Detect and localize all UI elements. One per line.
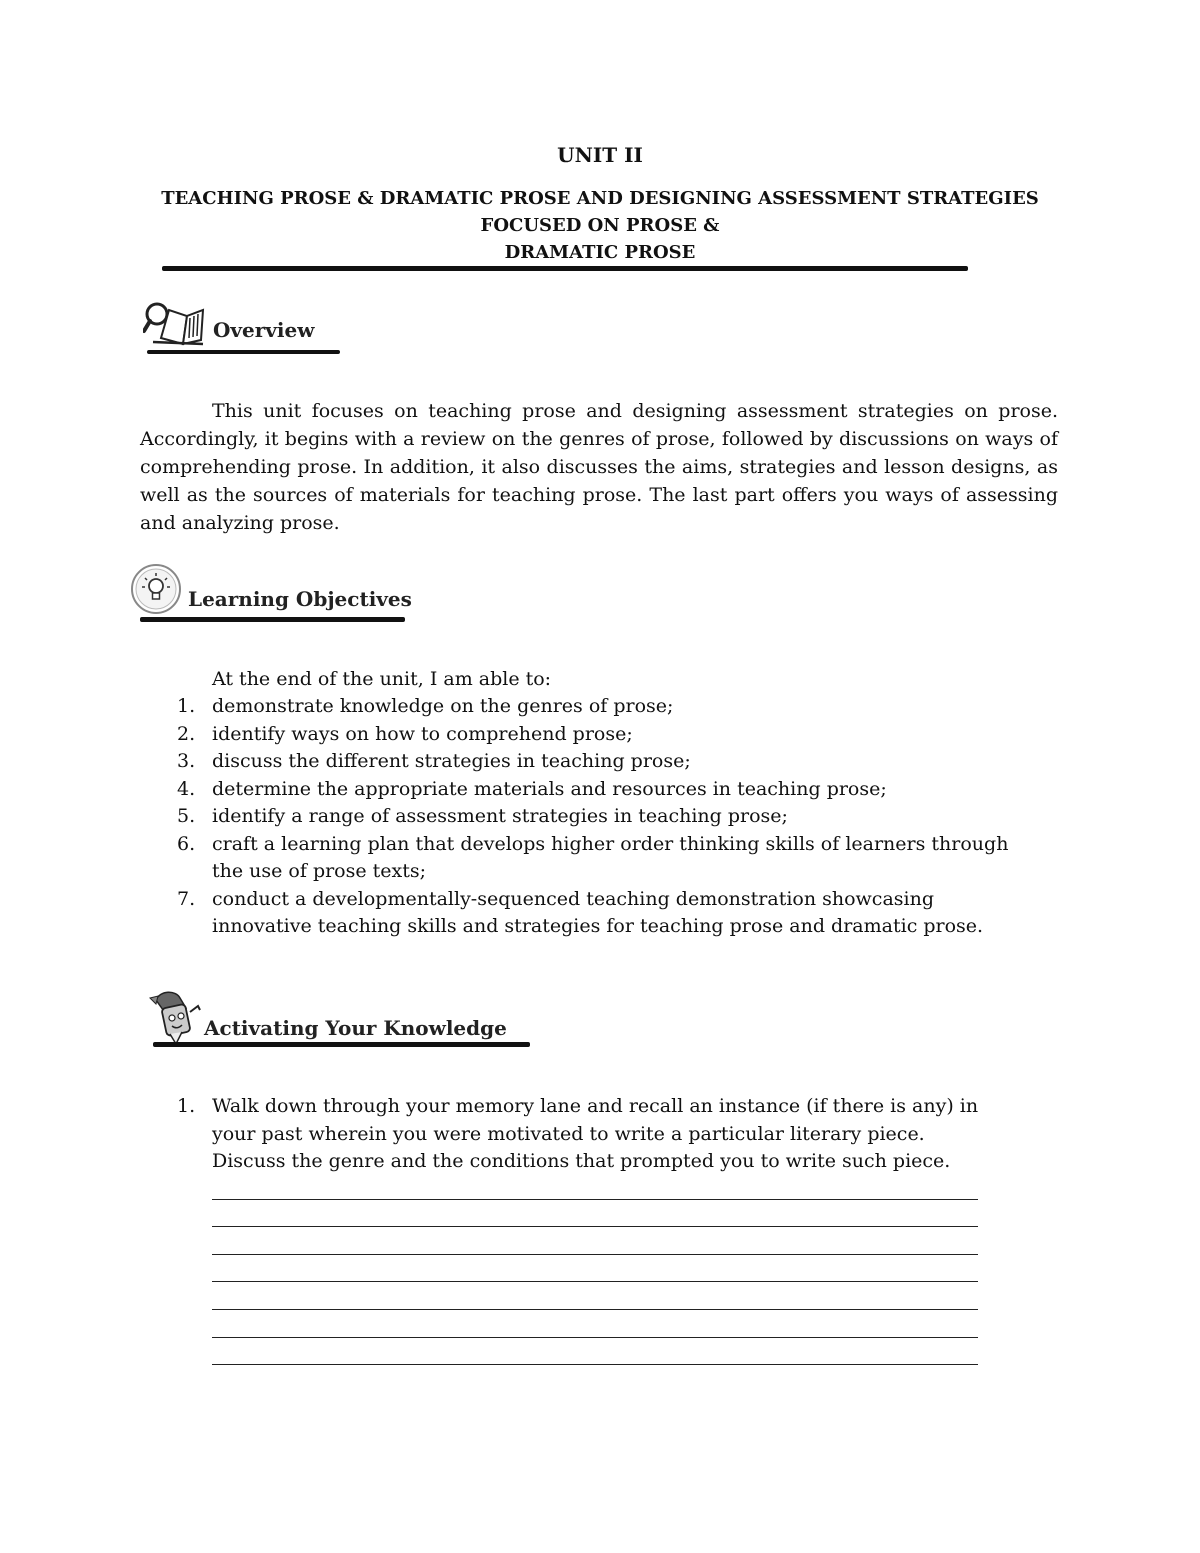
- unit-main-title: [140, 185, 1060, 266]
- objective-number: 5.: [177, 805, 196, 827]
- activating-number: 1.: [177, 1095, 196, 1117]
- activating-prompt-followup: Discuss the genre and the conditions that prompted you to write such piece.: [212, 1150, 951, 1172]
- answer-line[interactable]: [212, 1233, 978, 1261]
- pencil-mascot-icon: [146, 988, 204, 1046]
- activating-item: [140, 1093, 1060, 1176]
- objective-number: 6.: [177, 832, 196, 855]
- objective-text: conduct a developmentally-sequenced teaching demonstration showcasing innovative teaching skills and strategies for teaching prose and dramatic prose.: [212, 887, 984, 937]
- objective-text: discuss the different strategies in teaching prose;: [212, 750, 691, 772]
- activating-list: [140, 1093, 1060, 1176]
- answer-line[interactable]: [212, 1288, 978, 1316]
- answer-line[interactable]: [212, 1178, 978, 1206]
- title-line-3: DRAMATIC PROSE: [504, 242, 696, 263]
- objectives-rule: [140, 617, 405, 622]
- overview-label: Overview: [213, 318, 315, 342]
- objective-number: 3.: [177, 750, 196, 772]
- overview-paragraph: [140, 397, 1058, 537]
- objectives-lead: At the end of the unit, I am able to:: [212, 668, 552, 690]
- objective-text: determine the appropriate materials and resources in teaching prose;: [212, 777, 887, 800]
- objective-item: [140, 776, 1060, 804]
- activating-rule: [153, 1042, 530, 1047]
- objective-number: 4.: [177, 777, 196, 800]
- answer-line[interactable]: [212, 1206, 978, 1234]
- objectives-heading: [130, 563, 412, 615]
- title-rule: [162, 266, 968, 271]
- objective-number: 7.: [177, 887, 196, 910]
- objective-item: [140, 693, 1060, 721]
- objective-number: 1.: [177, 695, 196, 717]
- book-magnifier-icon: [143, 300, 207, 346]
- objectives-label: Learning Objectives: [188, 587, 412, 611]
- objective-item: [140, 721, 1060, 749]
- overview-rule: [147, 350, 340, 354]
- answer-line[interactable]: [212, 1344, 978, 1372]
- objectives-list: [140, 693, 1060, 941]
- title-line-1: TEACHING PROSE & DRAMATIC PROSE AND DESIGNING ASSESSMENT STRATEGIES: [161, 188, 1039, 209]
- answer-area[interactable]: [212, 1178, 978, 1371]
- objective-item: [140, 886, 1060, 941]
- objective-text: demonstrate knowledge on the genres of prose;: [212, 695, 674, 717]
- activating-heading: [146, 988, 507, 1046]
- unit-title: UNIT II: [557, 143, 643, 167]
- objective-item: [140, 748, 1060, 776]
- objective-item: [140, 831, 1060, 886]
- objective-item: [140, 803, 1060, 831]
- title-line-2: FOCUSED ON PROSE &: [480, 215, 720, 236]
- objective-text: identify a range of assessment strategies in teaching prose;: [212, 805, 788, 827]
- overview-text: This unit focuses on teaching prose and designing assessment strategies on prose. Accordingly, it begins with a review on the genres of prose, followed by discussions on ways of comprehending prose. In addition, it also discusses the aims, strategies and lesson designs, as well as the sources of materials for teaching prose. The last part offers you ways of assessing and analyzing prose.: [140, 400, 1058, 534]
- objective-number: 2.: [177, 722, 196, 745]
- answer-line[interactable]: [212, 1316, 978, 1344]
- objective-text: identify ways on how to comprehend prose;: [212, 722, 633, 745]
- overview-heading: [143, 300, 314, 346]
- activating-label: Activating Your Knowledge: [204, 1016, 507, 1040]
- lightbulb-icon: [130, 563, 184, 615]
- activating-prompt: Walk down through your memory lane and recall an instance (if there is any) in your past wherein you were motivated to write a particular literary piece.: [212, 1095, 979, 1145]
- objective-text: craft a learning plan that develops higher order thinking skills of learners through the use of prose texts;: [212, 832, 1009, 882]
- answer-line[interactable]: [212, 1261, 978, 1289]
